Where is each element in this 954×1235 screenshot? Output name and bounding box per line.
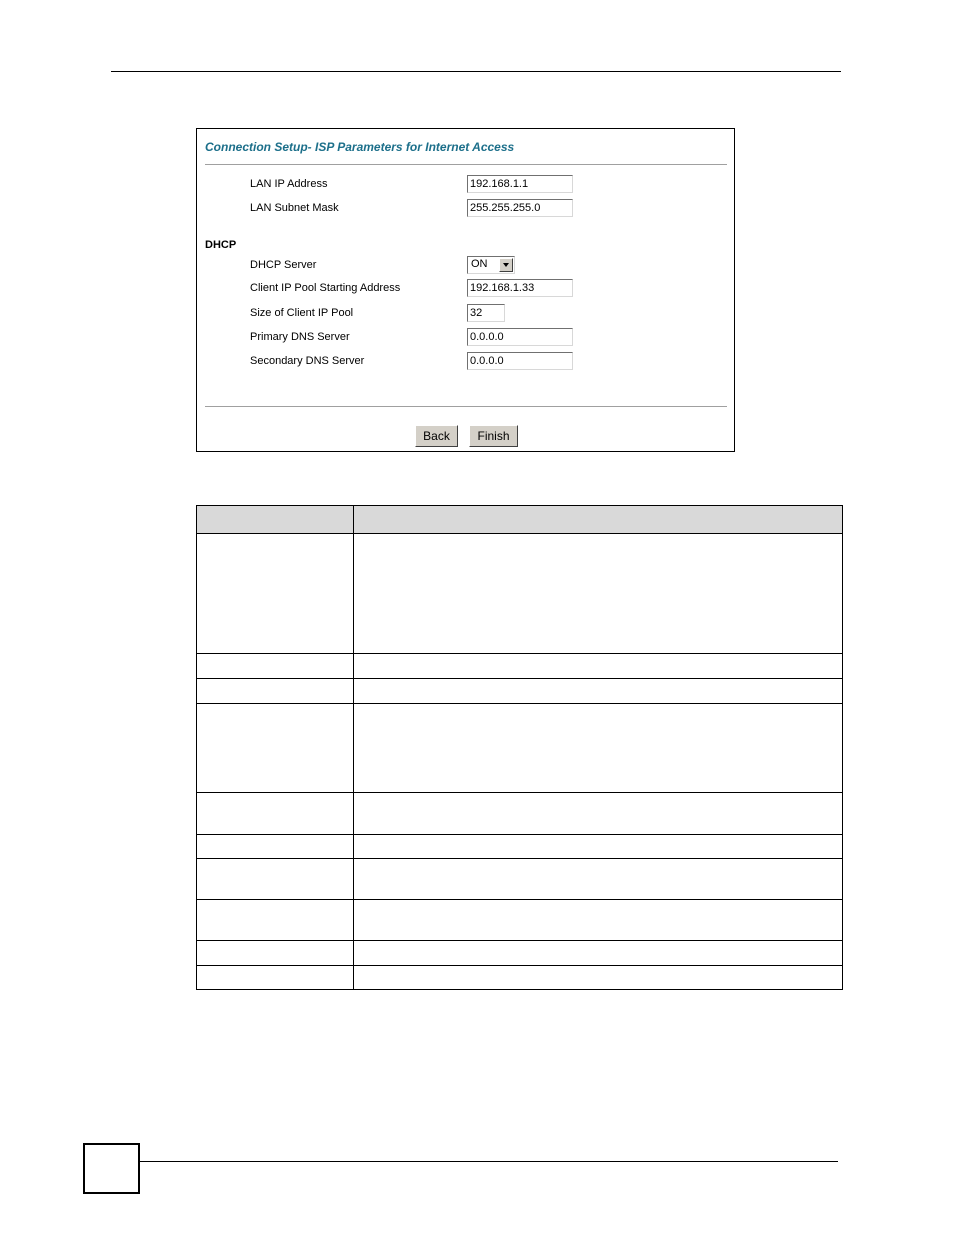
table-cell: [354, 859, 843, 900]
connection-setup-panel: [196, 128, 735, 452]
table-cell: [197, 900, 354, 941]
table-cell: [197, 835, 354, 859]
secondary-dns-label: Secondary DNS Server: [250, 355, 365, 367]
table-cell: [354, 900, 843, 941]
table-row: [197, 900, 843, 941]
table-cell: [354, 835, 843, 859]
table-cell: [354, 941, 843, 966]
table-row: [197, 793, 843, 835]
dhcp-server-value: ON: [471, 258, 488, 270]
dhcp-server-label: DHCP Server: [250, 259, 317, 271]
table-cell: [354, 679, 843, 704]
pool-start-input[interactable]: [467, 279, 573, 297]
table-row: [197, 859, 843, 900]
primary-dns-input[interactable]: [467, 328, 573, 346]
table-cell: [197, 793, 354, 835]
pool-size-label: Size of Client IP Pool: [250, 307, 354, 319]
secondary-dns-input[interactable]: [467, 352, 573, 370]
table-row: [197, 835, 843, 859]
primary-dns-label: Primary DNS Server: [250, 331, 350, 343]
lan-mask-label: LAN Subnet Mask: [250, 202, 339, 214]
table-cell: [197, 859, 354, 900]
table-header-cell: [354, 506, 843, 534]
table-cell: [197, 941, 354, 966]
table-cell: [354, 704, 843, 793]
table-cell: [354, 793, 843, 835]
header-rule: [111, 71, 841, 72]
pool-size-input[interactable]: [467, 304, 505, 322]
dhcp-server-select[interactable]: [467, 256, 515, 274]
lan-mask-input[interactable]: [467, 199, 573, 217]
table-cell: [354, 654, 843, 679]
footer-divider: [205, 406, 727, 407]
chevron-down-icon[interactable]: [499, 258, 513, 272]
table-row: [197, 654, 843, 679]
page-number-box: [83, 1143, 140, 1194]
title-divider: [205, 164, 727, 165]
finish-button[interactable]: Finish: [469, 425, 518, 447]
panel-title: Connection Setup- ISP Parameters for Internet Access: [205, 140, 515, 154]
table-cell: [354, 966, 843, 990]
pool-start-label: Client IP Pool Starting Address: [250, 282, 401, 294]
dhcp-heading: DHCP: [205, 239, 237, 251]
table-cell: [354, 534, 843, 654]
table-row: [197, 534, 843, 654]
back-button[interactable]: Back: [415, 425, 458, 447]
table-cell: [197, 704, 354, 793]
table-row: [197, 679, 843, 704]
table-header-cell: [197, 506, 354, 534]
table-row: [197, 966, 843, 990]
table-cell: [197, 534, 354, 654]
field-description-table: [196, 505, 843, 990]
table-row: [197, 704, 843, 793]
footer-rule: [140, 1161, 838, 1162]
lan-ip-label: LAN IP Address: [250, 178, 328, 190]
table-row: [197, 941, 843, 966]
table-cell: [197, 966, 354, 990]
lan-ip-input[interactable]: [467, 175, 573, 193]
table-cell: [197, 679, 354, 704]
table-header-row: [197, 506, 843, 534]
table-cell: [197, 654, 354, 679]
